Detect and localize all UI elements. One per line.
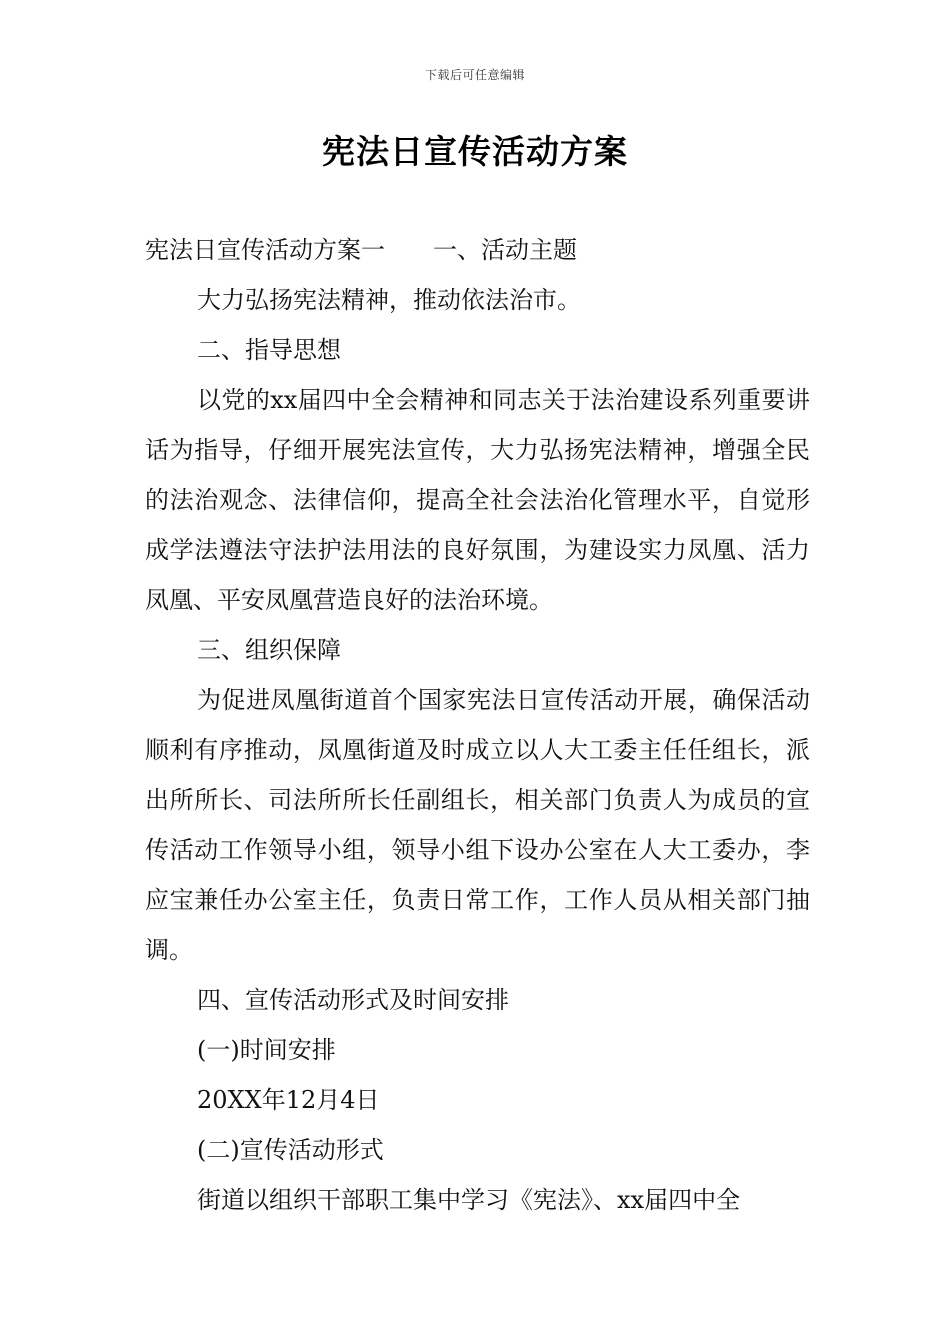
paragraph: 大力弘扬宪法精神，推动依法治市。 <box>197 286 581 314</box>
intro-line <box>145 225 810 275</box>
paragraph: 以党的xx届四中全会精神和同志关于法治建设系列重要讲话为指导，仔细开展宪法宣传，大力弘扬宪法精神，增强全民的法治观念、法律信仰，提高全社会法治化管理水平，自觉形成学法遵法守法护法用法的良好氛围，为建设实力凤凰、活力凤凰、平安凤凰营造良好的法治环境。 <box>145 386 810 614</box>
date-line: 20XX年12月4日 <box>197 1086 380 1114</box>
section-heading: 三、组织保障 <box>197 636 341 664</box>
subsection-heading: (二)宣传活动形式 <box>197 1136 384 1164</box>
paragraph: 为促进凤凰街道首个国家宪法日宣传活动开展，确保活动顺利有序推动，凤凰街道及时成立以人大工委主任任组长，派出所所长、司法所所长任副组长，相关部门负责人为成员的宣传活动工作领导小组，领导小组下设办公室在人大工委办，李应宝兼任办公室主任，负责日常工作，工作人员从相关部门抽调。 <box>145 686 810 964</box>
intro-lead: 宪法日宣传活动方案一 <box>145 236 385 264</box>
section-heading: 四、宣传活动形式及时间安排 <box>197 986 509 1014</box>
paragraph: 街道以组织干部职工集中学习《宪法》、xx届四中全 <box>197 1186 741 1214</box>
subsection-heading: (一)时间安排 <box>197 1036 336 1064</box>
section-heading: 一、活动主题 <box>433 236 577 264</box>
header-note: 下载后可任意编辑 <box>424 68 525 82</box>
section-heading: 二、指导思想 <box>197 336 341 364</box>
page-title: 宪法日宣传活动方案 <box>322 132 628 171</box>
document-body <box>145 225 810 1225</box>
